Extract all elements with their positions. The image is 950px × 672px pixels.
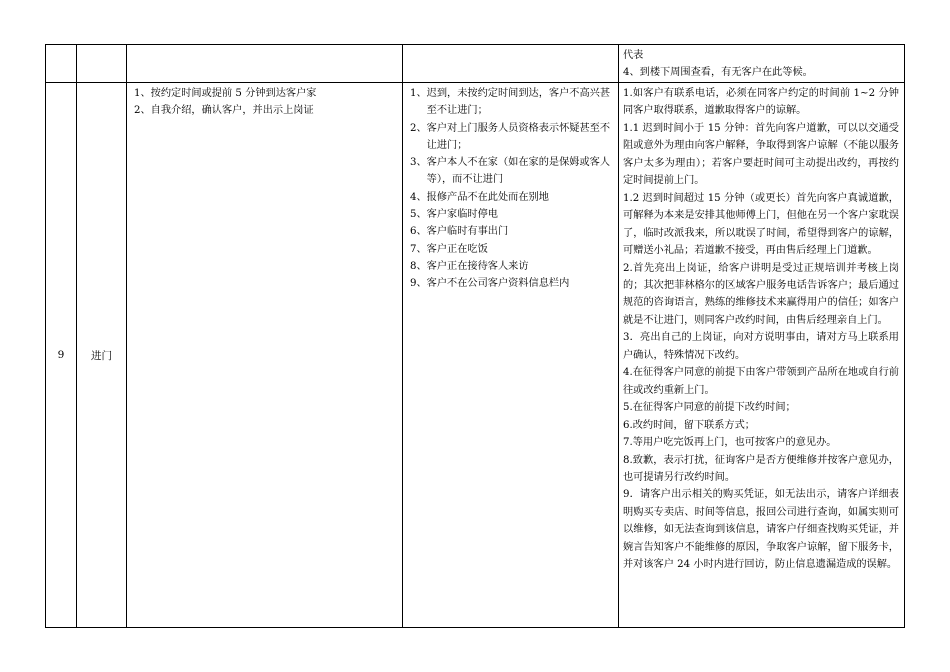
handling-paragraph: 1.1 迟到时间小于 15 分钟：首先向客户道歉，可以以交通受阻或意外为理由向客户解释，争取得到客户谅解（不能以服务客户太多为理由）；若客户要赶时间可主动提出改约，再按约定时间提前上门。 — [623, 122, 899, 187]
cell-step — [76, 44, 126, 82]
list-item: 2、 自我介绍，确认客户，并出示上岗证 — [134, 105, 314, 117]
handling-paragraph: 8.致歉，表示打扰，征询客户是否方便维修并按客户意见办，也可提请另行改约时间。 — [623, 454, 899, 483]
list-item: 2、 客户对上门服务人员资格表示怀疑甚至不让进门； — [410, 122, 611, 151]
table-row-continued — [45, 44, 905, 82]
handling-paragraph: 2.首先亮出上岗证，给客户讲明是受过正规培训并考核上岗的；其次把菲林格尔的区域客户服务电话告诉客户；最后通过规范的咨询语言，熟练的维修技术来赢得用户的信任；如客户就是不让进门，则同客户改约时间，由售后经理亲自上门。 — [623, 262, 899, 326]
cell-number — [45, 44, 76, 82]
requirements-cell — [126, 82, 402, 628]
list-item: 6、 客户临时有事出门 — [410, 226, 509, 238]
list-item: 1、 迟到，未按约定时间到达，客户不高兴甚至不让进门； — [410, 88, 611, 117]
step-name-text: 进门 — [91, 349, 112, 362]
service-procedure-table — [45, 44, 905, 628]
step-name — [76, 82, 126, 628]
handling-paragraph: 1.2 迟到时间超过 15 分钟（或更长）首先向客户真诚道歉，可解释为本来是安排其他师傅上门，但他在另一个客户家耽误了，临时改派我来，所以耽误了时间，希望得到客户的谅解，可赠送小礼品；若道歉不接受，再由售后经理上门道歉。 — [623, 192, 899, 257]
row-number-text: 9 — [57, 349, 65, 361]
table-row-9 — [45, 82, 905, 628]
cell-handling — [618, 44, 905, 82]
handling-paragraph: 4.在征得客户同意的前提下由客户带领到产品所在地或自行前往或改约重新上门。 — [623, 367, 899, 396]
list-item: 8、 客户正在接待客人来访 — [410, 260, 529, 272]
situations-list — [403, 83, 618, 293]
handling-paragraph: 5.在征得客户同意的前提下改约时间； — [623, 402, 796, 414]
list-item: 3、 客户本人不在家（如在家的是保姆或客人等），而不让进门 — [410, 157, 611, 186]
handling-paragraph: 1.如客户有联系电话，必须在同客户约定的时间前 1~2 分钟同客户取得联系，道歉取得客户的谅解。 — [623, 88, 899, 117]
list-item: 7、 客户正在吃饭 — [410, 243, 488, 255]
handling-paragraph: 7.等用户吃完饭再上门，也可按客户的意见办。 — [623, 437, 837, 449]
cell-situations — [402, 44, 618, 82]
requirements-list — [127, 83, 402, 120]
list-item: 4、 报修产品不在此处而在别地 — [410, 191, 549, 203]
handling-paragraph: 3．亮出自己的上岗证，向对方说明事由，请对方马上联系用户确认，特殊情况下改约。 — [623, 332, 899, 361]
handling-cell — [618, 82, 905, 628]
situations-cell — [402, 82, 618, 628]
handling-line: 代表 — [623, 50, 644, 61]
list-item: 9、 客户不在公司客户资料信息栏内 — [410, 278, 570, 290]
handling-line: 4、到楼下周围查看，有无客户在此等候。 — [623, 67, 813, 79]
handling-paragraph: 6.改约时间，留下联系方式； — [623, 419, 755, 431]
list-item: 5、 客户家临时停电 — [410, 209, 498, 221]
handling-paragraph: 9．请客户出示相关的购买凭证，如无法出示，请客户详细表明购买专卖店、时间等信息，报回公司进行查询，如属实则可以维修，如无法查询到该信息，请客户仔细查找购买凭证，并婉言告知客户不能维修的原因，争取客户谅解，留下服务卡，并对该客户 24 小时内进行回访，防止信息遗漏造成的误解。 — [623, 489, 899, 571]
row-number — [45, 82, 76, 628]
list-item: 1、 按约定时间或提前 5 分钟到达客户家 — [134, 88, 317, 99]
cell-requirements — [126, 44, 402, 82]
